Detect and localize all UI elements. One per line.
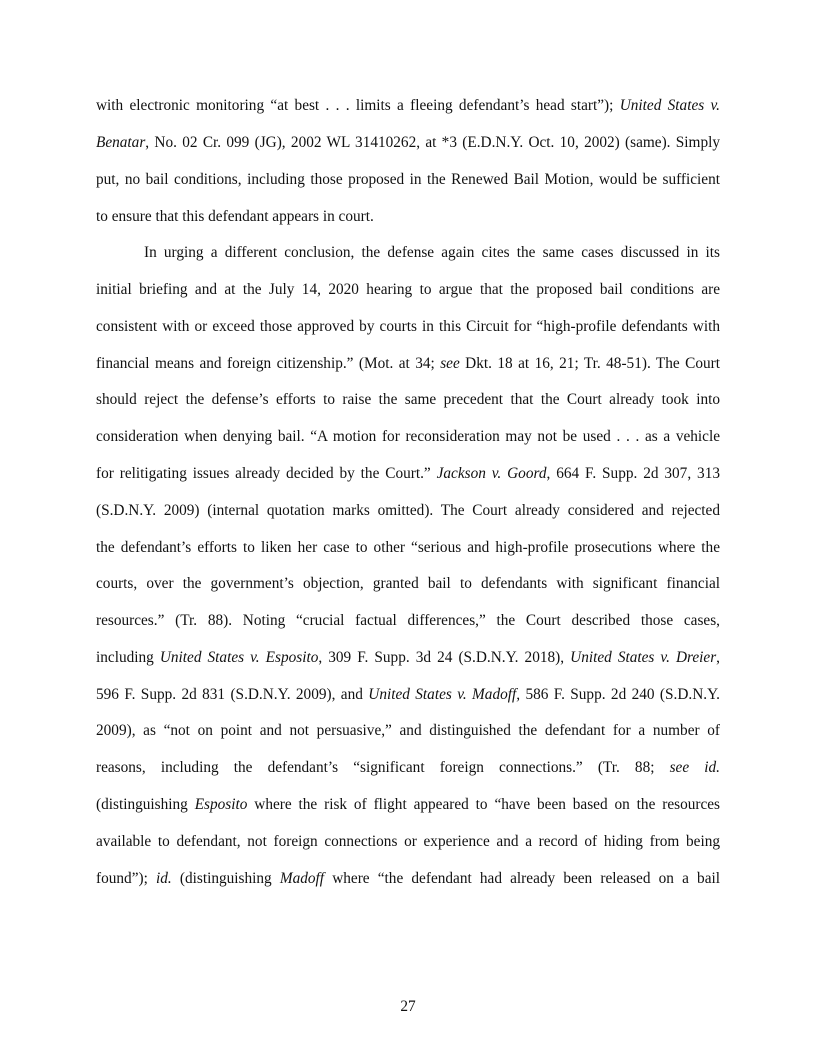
text-line bbox=[96, 463, 720, 485]
text-run: , 309 F. Supp. 3d 24 (S.D.N.Y. 2018), bbox=[318, 649, 571, 666]
text-run: Dkt. 18 at 16, 21; Tr. 48-51). The Court bbox=[459, 355, 720, 372]
italic-citation: see bbox=[440, 355, 460, 372]
text-run: to ensure that this defendant appears in court. bbox=[96, 208, 374, 225]
text-run: (S.D.N.Y. 2009) (internal quotation marks omitted). The Court already considered and rejected bbox=[96, 502, 720, 519]
text-line bbox=[96, 95, 720, 117]
text-line bbox=[96, 389, 720, 411]
text-run: reasons, including the defendant’s “significant foreign connections.” (Tr. 88; bbox=[96, 759, 670, 776]
text-run: , bbox=[716, 649, 720, 666]
text-run: In urging a different conclusion, the defense again cites the same cases discussed in its bbox=[144, 244, 720, 261]
text-run: found”); bbox=[96, 870, 156, 887]
text-line bbox=[96, 647, 720, 669]
text-line bbox=[144, 242, 720, 264]
text-run: initial briefing and at the July 14, 2020 hearing to argue that the proposed bail conditions are bbox=[96, 281, 720, 298]
text-run: where the risk of flight appeared to “have been based on the resources bbox=[247, 796, 720, 813]
italic-citation: United States v. Dreier bbox=[570, 649, 717, 666]
text-run: for relitigating issues already decided by the Court.” bbox=[96, 465, 437, 482]
text-line bbox=[96, 868, 720, 890]
text-run: consideration when denying bail. “A motion for reconsideration may not be used . . . as a vehicle bbox=[96, 428, 720, 445]
text-line bbox=[96, 206, 720, 228]
text-run: consistent with or exceed those approved by courts in this Circuit for “high-profile defendants with bbox=[96, 318, 720, 335]
text-line bbox=[96, 794, 720, 816]
text-line bbox=[96, 610, 720, 632]
text-run: including bbox=[96, 649, 160, 666]
text-run: 586 F. Supp. 2d 240 (S.D.N.Y. bbox=[520, 686, 720, 703]
italic-citation: Esposito bbox=[194, 796, 248, 813]
italic-citation: Benatar bbox=[96, 134, 146, 151]
italic-citation: id. bbox=[156, 870, 172, 887]
text-run: (distinguishing bbox=[96, 796, 195, 813]
text-run: financial means and foreign citizenship.” (Mot. at 34; bbox=[96, 355, 441, 372]
italic-citation: United States v. bbox=[619, 97, 720, 114]
italic-citation: United States v. Esposito bbox=[159, 649, 319, 666]
text-run: available to defendant, not foreign connections or experience and a record of hiding from being bbox=[96, 833, 720, 850]
text-line bbox=[96, 573, 720, 595]
text-line bbox=[96, 757, 720, 779]
text-run: with electronic monitoring “at best . . . limits a fleeing defendant’s head start”); bbox=[96, 97, 620, 114]
italic-citation: Jackson v. Goord bbox=[436, 465, 547, 482]
text-run: the defendant’s efforts to liken her case to other “serious and high-profile prosecutions where the bbox=[96, 539, 720, 556]
text-line bbox=[96, 279, 720, 301]
text-run: 596 F. Supp. 2d 831 (S.D.N.Y. 2009), and bbox=[96, 686, 369, 703]
page-number: 27 bbox=[400, 998, 416, 1015]
text-run: should reject the defense’s efforts to raise the same precedent that the Court already took into bbox=[96, 391, 720, 408]
text-line bbox=[96, 831, 720, 853]
text-line bbox=[96, 132, 720, 154]
text-line bbox=[96, 684, 720, 706]
text-line bbox=[96, 169, 720, 191]
text-run: courts, over the government’s objection, granted bail to defendants with significant financial bbox=[96, 575, 720, 592]
text-run: resources.” (Tr. 88). Noting “crucial factual differences,” the Court described those cases, bbox=[96, 612, 720, 629]
text-line bbox=[96, 353, 720, 375]
text-run: where “the defendant had already been released on a bail bbox=[324, 870, 720, 887]
italic-citation: United States v. Madoff, bbox=[368, 686, 521, 703]
text-line bbox=[96, 500, 720, 522]
text-run: (distinguishing bbox=[171, 870, 280, 887]
italic-citation: see id. bbox=[669, 759, 720, 776]
italic-citation: Madoff bbox=[279, 870, 325, 887]
text-line bbox=[96, 537, 720, 559]
text-run: , 664 F. Supp. 2d 307, 313 bbox=[546, 465, 720, 482]
text-line bbox=[96, 720, 720, 742]
text-line bbox=[96, 316, 720, 338]
text-run: 2009), as “not on point and not persuasive,” and distinguished the defendant for a number of bbox=[96, 722, 720, 739]
text-run: , No. 02 Cr. 099 (JG), 2002 WL 31410262, at *3 (E.D.N.Y. Oct. 10, 2002) (same). Simply bbox=[145, 134, 720, 151]
text-line bbox=[96, 426, 720, 448]
text-run: put, no bail conditions, including those proposed in the Renewed Bail Motion, would be sufficient bbox=[96, 171, 720, 188]
